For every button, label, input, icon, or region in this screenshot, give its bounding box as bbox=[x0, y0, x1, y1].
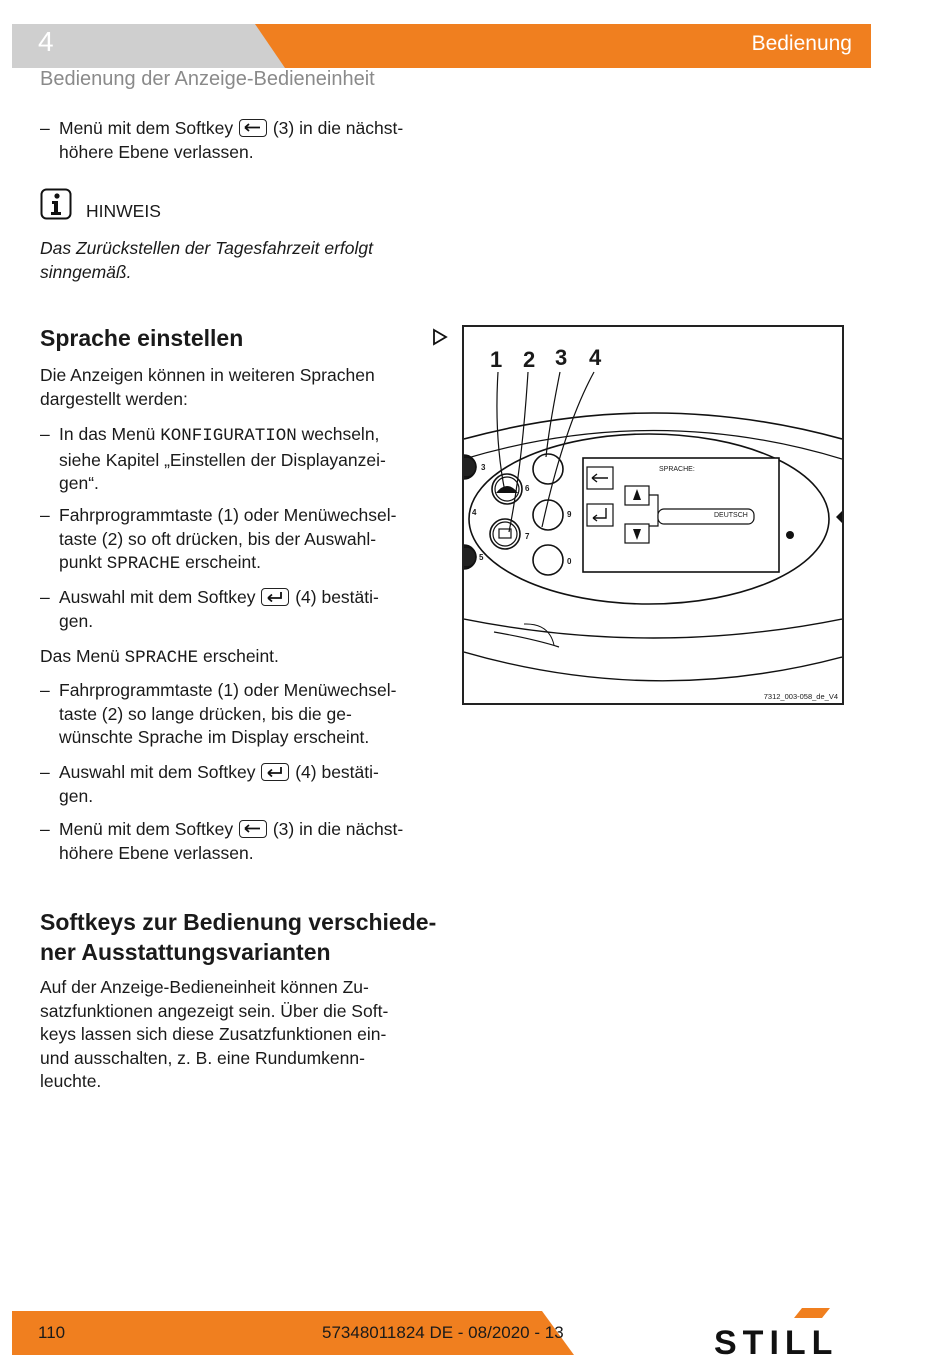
button-label: 9 bbox=[567, 510, 572, 519]
figure-reference: 7312_003-058_de_V4 bbox=[763, 692, 838, 701]
menu-appears-line: Das Menü SPRACHE erscheint. bbox=[40, 646, 279, 668]
step-open-config: – In das Menü KONFIGURATION wechseln, siehe Kapitel „Einstellen der Displayanzei- gen“. bbox=[40, 424, 386, 493]
step-choose-language: – Fahrprogrammtaste (1) oder Menüwechsel- taste (2) so lange drücken, bis die ge- wünschte Sprache im Display erscheint. bbox=[40, 680, 397, 747]
note-title: HINWEIS bbox=[86, 201, 161, 221]
page-number: 110 bbox=[38, 1323, 66, 1342]
display-title: SPRACHE: bbox=[659, 466, 695, 473]
callout-1: 1 bbox=[490, 347, 503, 372]
intro-step: – Menü mit dem Softkey (3) in die nächst- höhere Ebene verlassen. bbox=[40, 118, 404, 162]
button-label: 7 bbox=[525, 532, 530, 541]
enter-icon bbox=[261, 763, 289, 781]
svg-text:STILL: STILL bbox=[714, 1324, 839, 1358]
back-arrow-icon bbox=[239, 119, 267, 137]
section-title: Bedienung bbox=[751, 32, 852, 55]
subheading: Bedienung der Anzeige-Bedieneinheit bbox=[40, 68, 375, 90]
callout-4: 4 bbox=[589, 345, 602, 370]
step-select-item: – Fahrprogrammtaste (1) oder Menüwechsel- taste (2) so oft drücken, bis der Auswahl- punkt SPRACHE erscheint. bbox=[40, 505, 397, 574]
still-logo bbox=[712, 1306, 872, 1358]
softkeys-paragraph: Auf der Anzeige-Bedieneinheit können Zu- satzfunktionen angezeigt sein. Über die Soft- keys lassen sich diese Zusatzfunktionen ein- und ausschalten, z. B. eine Rundumkenn- leuchte. bbox=[40, 977, 389, 1091]
document-number: 57348011824 DE - 08/2020 - 13 bbox=[322, 1323, 564, 1342]
step-exit-menu: – Menü mit dem Softkey (3) in die nächst- höhere Ebene verlassen. bbox=[40, 819, 404, 863]
section-heading-language: Sprache einstellen bbox=[40, 325, 244, 351]
figure-pointer-icon bbox=[432, 328, 448, 346]
button-label: 3 bbox=[481, 463, 486, 472]
note-text: Das Zurückstellen der Tagesfahrzeit erfolgt sinngemäß. bbox=[40, 238, 373, 282]
back-arrow-icon bbox=[239, 820, 267, 838]
chapter-number: 4 bbox=[38, 26, 54, 57]
button-label: 5 bbox=[479, 553, 484, 562]
display-unit-figure bbox=[462, 325, 844, 705]
enter-icon bbox=[261, 588, 289, 606]
callout-2: 2 bbox=[523, 347, 536, 372]
button-label: 4 bbox=[472, 508, 477, 517]
section-heading-softkeys: Softkeys zur Bedienung verschiede- ner Ausstattungsvarianten bbox=[40, 909, 437, 965]
display-value: DEUTSCH bbox=[714, 512, 748, 519]
button-label: 6 bbox=[525, 484, 530, 493]
step-confirm-1: – Auswahl mit dem Softkey (4) bestäti- gen. bbox=[40, 587, 379, 631]
button-label: 0 bbox=[567, 557, 572, 566]
step-confirm-2: – Auswahl mit dem Softkey (4) bestäti- gen. bbox=[40, 762, 379, 806]
info-icon bbox=[40, 188, 72, 220]
callout-3: 3 bbox=[555, 345, 568, 370]
language-intro: Die Anzeigen können in weiteren Sprachen dargestellt werden: bbox=[40, 365, 375, 409]
